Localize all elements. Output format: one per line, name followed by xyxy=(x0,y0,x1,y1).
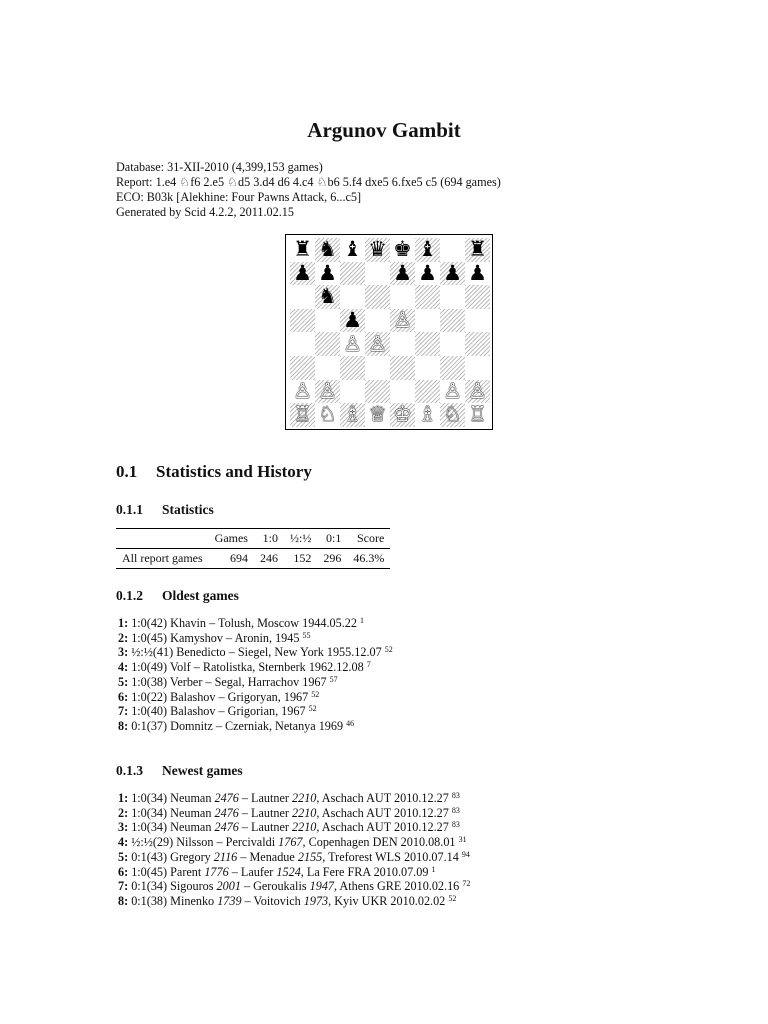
board-square xyxy=(390,332,415,356)
oldest-games-heading xyxy=(116,588,239,604)
oldest-games-number: 0.1.2 xyxy=(116,588,143,603)
game-result: 1:0(45) xyxy=(131,864,168,879)
stats-column-header: ½:½ xyxy=(289,531,312,545)
chess-piece-icon: ♖ xyxy=(468,402,487,427)
game-footnote: 94 xyxy=(461,849,470,859)
board-square xyxy=(290,380,315,404)
chess-piece-icon: ♗ xyxy=(418,402,437,427)
black-player: Percivaldi xyxy=(225,835,276,850)
black-player: Lautner xyxy=(251,791,289,805)
list-item: 8: 0:1(38) Minenko 1739 – Voitovich 1973, Kyiv UKR 2010.02.02 $^{52}$ xyxy=(118,893,457,908)
game-footnote: 7 xyxy=(366,660,371,670)
list-item xyxy=(118,660,393,675)
chess-piece-icon: ♘ xyxy=(443,402,462,427)
chess-piece-icon: ♖ xyxy=(293,402,312,427)
game-place: , Copenhagen DEN 2010.08.01 xyxy=(302,835,456,850)
board-square xyxy=(340,403,365,427)
chess-piece-icon: ♙ xyxy=(343,331,362,356)
white-player: Nilsson xyxy=(176,835,214,850)
stats-column-header: Score xyxy=(357,531,385,545)
newest-games-title: Newest games xyxy=(162,763,243,778)
board-square xyxy=(415,285,440,309)
stats-column-header: 1:0 xyxy=(262,531,278,545)
white-player: Gregory xyxy=(170,849,211,864)
stats-cell: 694 xyxy=(229,551,248,565)
board-square xyxy=(465,262,490,286)
statistics-heading xyxy=(116,502,214,518)
game-footnote: 52 xyxy=(308,704,317,714)
white-player: Parent xyxy=(170,864,202,879)
stats-column-header xyxy=(116,529,209,549)
board-square xyxy=(440,403,465,427)
game-number: 3: xyxy=(118,645,129,660)
board-square xyxy=(465,380,490,404)
list-item: 4: ½:½(29) Nilsson – Percivaldi 1767, Copenhagen DEN 2010.08.01 $^{31}$ xyxy=(118,835,467,850)
board-square xyxy=(340,332,365,356)
board-square xyxy=(315,309,340,333)
board-square xyxy=(340,380,365,404)
newest-games-number: 0.1.3 xyxy=(116,763,143,778)
chess-piece-icon: ♟ xyxy=(468,260,487,285)
board-square xyxy=(415,238,440,262)
board-square xyxy=(440,332,465,356)
generated-line: Generated by Scid 4.2.2, 2011.02.15 xyxy=(116,205,294,219)
newest-games-list xyxy=(118,791,470,909)
board-square xyxy=(290,262,315,286)
oldest-games-list xyxy=(118,616,393,734)
game-number: 3: xyxy=(118,820,129,835)
game-number: 1: xyxy=(118,616,129,630)
chess-piece-icon: ♙ xyxy=(318,378,337,403)
board-square xyxy=(440,380,465,404)
game-result: 1:0(34) xyxy=(131,791,168,805)
newest-games-heading xyxy=(116,763,243,779)
list-item: 1: 1:0(34) Neuman 2476 – Lautner 2210, Aschach AUT 2010.12.27 $^{83}$ xyxy=(118,791,460,805)
report-meta xyxy=(116,160,501,220)
chess-piece-icon: ♜ xyxy=(293,237,312,262)
game-number: 2: xyxy=(118,630,129,645)
board-square xyxy=(365,309,390,333)
game-text: Khavin – Tolush, Moscow 1944.05.22 xyxy=(170,616,357,630)
game-text: Balashov – Grigorian, 1967 xyxy=(170,704,306,719)
chess-piece-icon: ♛ xyxy=(368,237,387,262)
game-result: 0:1(34) xyxy=(131,879,168,894)
game-footnote: 31 xyxy=(458,835,467,845)
section-title: Statistics and History xyxy=(156,462,312,481)
black-elo: 2155 xyxy=(297,849,323,864)
game-number: 7: xyxy=(118,879,129,894)
game-result: 1:0(40) xyxy=(131,704,168,719)
board-square xyxy=(465,309,490,333)
report-line: Report: 1.e4 ♘f6 2.e5 ♘d5 3.d4 d6 4.c4 ♘b6 5.f4 dxe5 6.fxe5 c5 (694 games) xyxy=(116,175,501,189)
white-player: Neuman xyxy=(170,805,212,820)
game-text: Domnitz – Czerniak, Netanya 1969 xyxy=(170,718,344,733)
game-footnote: 52 xyxy=(311,689,320,699)
board-square xyxy=(365,238,390,262)
list-item xyxy=(118,675,393,690)
list-item xyxy=(118,631,393,646)
board-square xyxy=(290,309,315,333)
stats-cell: 152 xyxy=(293,551,312,565)
board-square xyxy=(390,403,415,427)
statistics-title: Statistics xyxy=(162,502,214,517)
chess-piece-icon: ♟ xyxy=(443,260,462,285)
black-elo: 1524 xyxy=(276,864,301,879)
board-square xyxy=(340,356,365,380)
game-place: , Aschach AUT 2010.12.27 xyxy=(316,805,449,820)
board-square xyxy=(390,380,415,404)
board-square xyxy=(365,356,390,380)
chess-piece-icon: ♞ xyxy=(318,237,337,262)
statistics-table xyxy=(116,528,390,569)
chess-piece-icon: ♟ xyxy=(418,260,437,285)
game-footnote: 52 xyxy=(448,893,457,903)
white-player: Minenko xyxy=(170,893,215,908)
game-place: , La Fere FRA 2010.07.09 xyxy=(300,864,429,879)
chess-piece-icon: ♝ xyxy=(343,237,362,262)
chess-piece-icon: ♘ xyxy=(318,402,337,427)
board-square xyxy=(290,285,315,309)
stats-cell: 296 xyxy=(323,551,342,565)
board-square xyxy=(315,262,340,286)
statistics-number: 0.1.1 xyxy=(116,502,143,517)
database-line: Database: 31-XII-2010 (4,399,153 games) xyxy=(116,160,323,174)
game-footnote: 83 xyxy=(451,791,460,800)
white-elo: 1739 xyxy=(217,893,242,908)
board-square xyxy=(290,403,315,427)
game-place: , Athens GRE 2010.02.16 xyxy=(334,879,460,894)
game-number: 7: xyxy=(118,704,129,719)
board-square xyxy=(290,238,315,262)
game-place: , Treforest WLS 2010.07.14 xyxy=(322,849,459,864)
game-footnote: 46 xyxy=(346,718,355,728)
game-result: 1:0(34) xyxy=(131,820,168,835)
game-result: 0:1(37) xyxy=(131,718,168,733)
stats-column-header: Games xyxy=(214,531,248,545)
white-elo: 1776 xyxy=(204,864,229,879)
oldest-games-title: Oldest games xyxy=(162,588,239,603)
game-text: Kamyshov – Aronin, 1945 xyxy=(170,630,300,645)
game-footnote: 1 xyxy=(360,616,364,625)
board-square xyxy=(365,262,390,286)
board-square xyxy=(365,332,390,356)
board-square xyxy=(290,332,315,356)
board-square xyxy=(365,403,390,427)
black-player: Lautner xyxy=(251,805,289,820)
black-player: Menadue xyxy=(249,849,295,864)
game-footnote: 57 xyxy=(329,674,338,684)
game-text: Verber – Segal, Harrachov 1967 xyxy=(169,674,327,689)
chess-piece-icon: ♞ xyxy=(318,284,337,309)
game-result: 1:0(22) xyxy=(131,689,168,704)
board-square xyxy=(415,356,440,380)
list-item: 7: 0:1(34) Sigouros 2001 – Geroukalis 1947, Athens GRE 2010.02.16 $^{72}$ xyxy=(118,879,471,894)
game-footnote: 83 xyxy=(451,805,460,815)
game-number: 8: xyxy=(118,893,129,908)
board-grid xyxy=(290,238,488,427)
board-square xyxy=(465,332,490,356)
game-result: ½:½(41) xyxy=(131,645,174,660)
game-result: 0:1(43) xyxy=(131,849,168,864)
chess-piece-icon: ♟ xyxy=(318,260,337,285)
game-result: 1:0(38) xyxy=(131,674,168,689)
board-square xyxy=(465,403,490,427)
game-text: Balashov – Grigoryan, 1967 xyxy=(170,689,309,704)
board-square xyxy=(340,238,365,262)
board-square xyxy=(465,238,490,262)
stats-cell: 46.3% xyxy=(353,551,385,565)
board-square xyxy=(440,238,465,262)
game-number: 4: xyxy=(118,660,129,675)
board-square xyxy=(340,262,365,286)
stats-column-header: 0:1 xyxy=(325,531,342,545)
list-item xyxy=(118,704,393,719)
chess-piece-icon: ♙ xyxy=(393,308,412,333)
game-footnote: 83 xyxy=(451,820,460,830)
board-square xyxy=(440,285,465,309)
board-square xyxy=(390,285,415,309)
black-player: Voitovich xyxy=(253,893,301,908)
game-footnote: 55 xyxy=(302,630,311,640)
black-player: Laufer xyxy=(240,864,274,879)
list-item xyxy=(118,719,393,734)
board-square xyxy=(415,403,440,427)
game-number: 4: xyxy=(118,835,129,850)
board-square xyxy=(390,262,415,286)
chess-board xyxy=(285,234,493,430)
game-footnote: 1 xyxy=(431,864,436,874)
board-square xyxy=(315,332,340,356)
statistics-header-row xyxy=(116,529,390,549)
chess-piece-icon: ♙ xyxy=(293,378,312,403)
board-square xyxy=(415,309,440,333)
board-square xyxy=(465,356,490,380)
white-elo: 2476 xyxy=(214,791,239,805)
white-elo: 2116 xyxy=(213,849,238,864)
white-player: Neuman xyxy=(170,820,212,835)
game-number: 6: xyxy=(118,864,129,879)
chess-piece-icon: ♟ xyxy=(393,260,412,285)
statistics-data-row xyxy=(116,549,390,569)
chess-piece-icon: ♙ xyxy=(368,331,387,356)
board-square xyxy=(390,309,415,333)
chess-piece-icon: ♝ xyxy=(418,237,437,262)
board-square xyxy=(440,309,465,333)
stats-cell: 246 xyxy=(259,551,278,565)
game-result: 1:0(42) xyxy=(131,616,168,630)
list-item: 2: 1:0(34) Neuman 2476 – Lautner 2210, Aschach AUT 2010.12.27 $^{83}$ xyxy=(118,805,460,820)
game-text: Benedicto – Siegel, New York 1955.12.07 xyxy=(176,645,382,660)
black-elo: 2210 xyxy=(292,820,317,835)
white-elo: 2476 xyxy=(214,820,239,835)
game-place: , Aschach AUT 2010.12.27 xyxy=(316,820,449,835)
game-number: 1: xyxy=(118,791,129,805)
section-heading xyxy=(116,462,312,482)
board-square xyxy=(340,309,365,333)
black-elo: 1947 xyxy=(309,879,334,894)
eco-line: ECO: B03k [Alekhine: Four Pawns Attack, 6...c5] xyxy=(116,190,362,204)
chess-piece-icon: ♚ xyxy=(393,237,412,262)
game-number: 5: xyxy=(118,674,129,689)
chess-piece-icon: ♔ xyxy=(393,402,412,427)
game-result: 0:1(38) xyxy=(131,893,168,908)
black-player: Lautner xyxy=(251,820,289,835)
chess-piece-icon: ♗ xyxy=(343,402,362,427)
board-square xyxy=(415,332,440,356)
chess-piece-icon: ♙ xyxy=(443,378,462,403)
board-square xyxy=(340,285,365,309)
board-square xyxy=(315,403,340,427)
game-result: 1:0(34) xyxy=(131,805,168,820)
game-number: 6: xyxy=(118,689,129,704)
game-number: 5: xyxy=(118,849,129,864)
board-square xyxy=(440,262,465,286)
board-square xyxy=(415,262,440,286)
list-item: 5: 0:1(43) Gregory 2116 – Menadue 2155, Treforest WLS 2010.07.14 $^{94}$ xyxy=(118,849,470,864)
game-footnote: 72 xyxy=(462,879,471,889)
game-number: 2: xyxy=(118,805,129,820)
black-elo: 1973 xyxy=(303,893,329,908)
game-result: 1:0(45) xyxy=(131,630,168,645)
black-elo: 2210 xyxy=(292,805,317,820)
board-square xyxy=(365,380,390,404)
board-square xyxy=(415,380,440,404)
game-footnote: 52 xyxy=(384,645,393,655)
white-elo: 2476 xyxy=(214,805,239,820)
section-number: 0.1 xyxy=(116,462,138,481)
game-result: ½:½(29) xyxy=(131,835,174,850)
game-text: Volf – Ratolistka, Sternberk 1962.12.08 xyxy=(169,660,364,675)
board-square xyxy=(315,380,340,404)
board-square xyxy=(390,356,415,380)
board-square xyxy=(390,238,415,262)
board-square xyxy=(465,285,490,309)
game-result: 1:0(49) xyxy=(131,660,168,675)
board-square xyxy=(315,285,340,309)
board-square xyxy=(315,238,340,262)
chess-piece-icon: ♟ xyxy=(293,260,312,285)
game-place: , Aschach AUT 2010.12.27 xyxy=(316,791,449,805)
list-item: 6: 1:0(45) Parent 1776 – Laufer 1524, La Fere FRA 2010.07.09 $^1$ xyxy=(118,864,436,879)
game-place: , Kyiv UKR 2010.02.02 xyxy=(328,893,446,908)
list-item xyxy=(118,616,393,631)
list-item xyxy=(118,645,393,660)
chess-piece-icon: ♙ xyxy=(468,378,487,403)
white-elo: 2001 xyxy=(216,879,241,894)
list-item: 3: 1:0(34) Neuman 2476 – Lautner 2210, Aschach AUT 2010.12.27 $^{83}$ xyxy=(118,820,460,835)
black-elo: 2210 xyxy=(292,791,317,805)
black-player: Geroukalis xyxy=(253,879,307,894)
board-square xyxy=(365,285,390,309)
board-square xyxy=(440,356,465,380)
chess-piece-icon: ♜ xyxy=(468,237,487,262)
chess-piece-icon: ♟ xyxy=(343,308,362,333)
game-number: 8: xyxy=(118,718,129,733)
stats-cell: All report games xyxy=(122,551,203,565)
white-player: Neuman xyxy=(170,791,212,805)
board-square xyxy=(315,356,340,380)
list-item xyxy=(118,690,393,705)
chess-piece-icon: ♕ xyxy=(368,402,387,427)
white-player: Sigouros xyxy=(170,879,214,894)
black-elo: 1767 xyxy=(278,835,303,850)
page-title: Argunov Gambit xyxy=(307,118,461,142)
board-square xyxy=(290,356,315,380)
